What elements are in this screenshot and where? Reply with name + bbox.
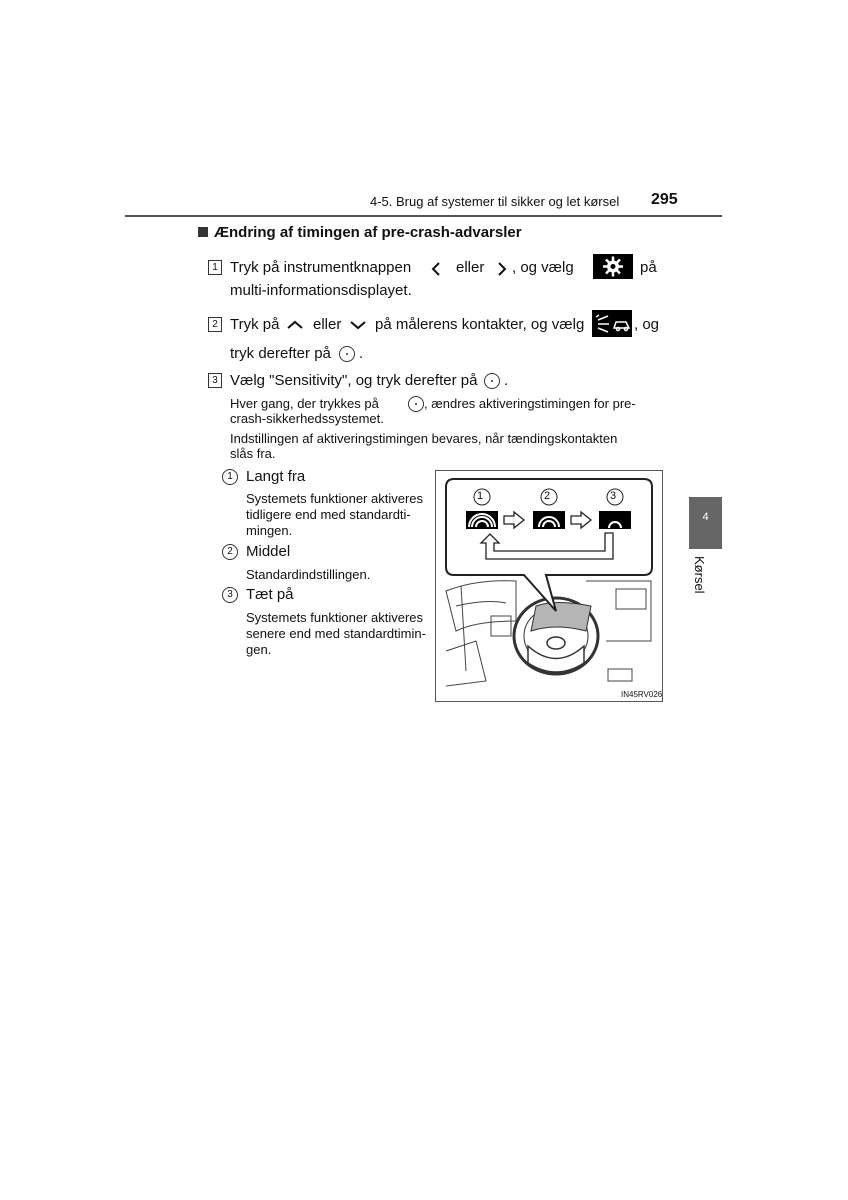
chapter-tab-label: Kørsel [692,556,707,594]
option-line: mingen. [246,523,293,538]
option-line: tidligere end med standardti- [246,507,411,522]
detail-p1-b: , ændres aktiveringstimingen for pre- [424,396,636,411]
figure-illustration [435,470,663,702]
section-title-text: Ændring af timingen af pre-crash-advarsler [214,224,522,241]
step2-text-line2-end: . [359,345,364,362]
figure-label: 3 [610,490,617,502]
detail-p2-line2: slås fra. [230,446,276,461]
section-title [198,224,522,241]
step-number: 1 [208,260,222,275]
option-line: gen. [246,642,272,657]
option-title: Langt fra [246,468,306,485]
step2-text-line2: tryk derefter på [230,345,331,362]
step1-text-d: på [640,259,657,276]
ok-button-icon [339,346,355,362]
option-line: Systemets funktioner aktiveres [246,610,424,625]
step1-text-line2: multi-informationsdisplayet. [230,282,412,299]
option-title: Tæt på [246,586,294,603]
chevron-right-icon [496,262,508,276]
option-title: Middel [246,543,291,560]
step2-text-a: Tryk på [230,316,280,333]
chevron-left-icon [430,262,442,276]
step3-text-a-end: . [504,372,509,389]
option-number: 3 [222,587,238,603]
option-line: senere end med standardtimin- [246,626,426,641]
step1-text-b: eller [456,259,485,276]
step2-text-c: på målerens kontakter, og vælg [375,316,585,333]
chevron-up-icon [287,320,303,330]
figure-code: IN45RV026 [621,690,663,699]
figure-label: 2 [544,490,551,502]
ok-button-icon [484,373,500,389]
option-line: Systemets funktioner aktiveres [246,491,424,506]
dashboard-illustration [436,471,662,701]
option-line: Standardindstillingen. [246,567,371,582]
page-number: 295 [651,191,678,208]
figure-label: 1 [477,490,484,502]
step-number: 2 [208,317,222,332]
option-number: 2 [222,544,238,560]
detail-p1-line2: crash-sikkerhedssystemet. [230,411,384,426]
step1-text-c: , og vælg [512,259,574,276]
ok-button-icon [408,396,424,412]
settings-gear-icon [593,254,633,279]
step2-text-b: eller [313,316,342,333]
section-bullet-icon [198,227,208,237]
step3-text-a: Vælg "Sensitivity", og tryk derefter på [230,372,478,389]
chapter-tab: 4 [689,497,722,549]
step-number: 3 [208,373,222,388]
detail-p2-line1: Indstillingen af aktiveringstimingen bevares, når tændingskontakten [230,431,618,446]
detail-p1-a: Hver gang, der trykkes på [230,396,379,411]
step1-text-a: Tryk på instrumentknappen [230,259,412,276]
option-number: 1 [222,469,238,485]
header-rule [125,215,722,217]
step2-text-d: , og [634,316,660,333]
chapter-section-header: 4-5. Brug af systemer til sikker og let kørsel [370,194,620,209]
pre-crash-safety-icon [592,310,632,337]
chevron-down-icon [350,320,366,330]
